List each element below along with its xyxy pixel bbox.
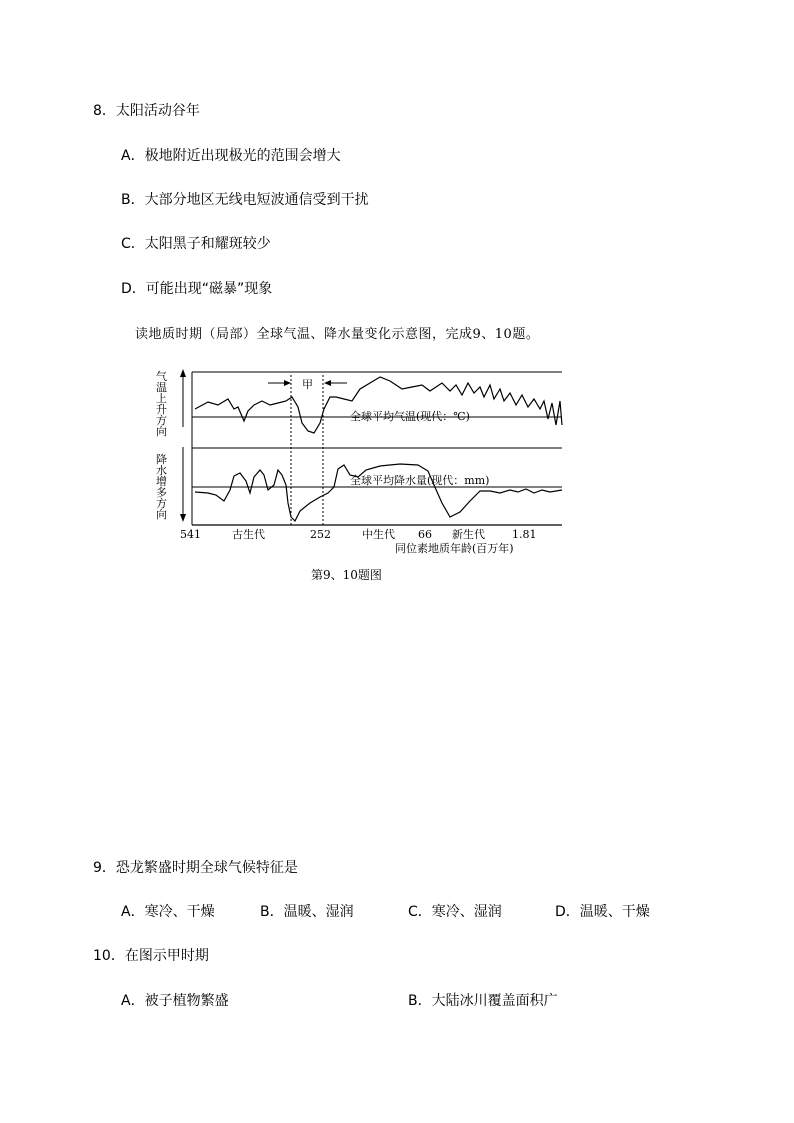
question-10-stem: 10．在图示甲时期 <box>93 948 209 964</box>
q10-option-b: B．大陆冰川覆盖面积广 <box>408 993 558 1009</box>
tick-label: 中生代 <box>362 528 395 541</box>
top-axis-label: 气 温上 升方向 <box>156 370 167 438</box>
temperature-reference-label: 全球平均气温(现代：℃) <box>350 410 470 423</box>
figure-caption: 第9、10题图 <box>311 568 382 582</box>
q8-option-c: C．太阳黑子和耀斑较少 <box>121 236 271 252</box>
tick-label: 252 <box>310 528 331 541</box>
question-8-stem: 8．太阳活动谷年 <box>93 103 200 119</box>
question-9-stem: 9．恐龙繁盛时期全球气候特征是 <box>93 860 298 876</box>
tick-label: 66 <box>418 528 432 541</box>
bottom-axis-label: 降水增 多方向 <box>156 453 167 521</box>
tick-label: 1.81 <box>512 528 537 541</box>
q8-option-a: A．极地附近出现极光的范围会增大 <box>121 148 341 164</box>
temperature-curve <box>195 377 562 433</box>
figure-intro-text: 读地质时期（局部）全球气温、降水量变化示意图，完成9、10题。 <box>135 327 540 342</box>
q8-option-b: B．大部分地区无线电短波通信受到干扰 <box>121 192 369 208</box>
precipitation-curve <box>195 464 562 521</box>
tick-label: 新生代 <box>452 528 485 541</box>
tick-label: 古生代 <box>232 528 265 541</box>
period-marker: 甲 <box>302 378 313 391</box>
q10-option-a: A．被子植物繁盛 <box>121 993 229 1009</box>
q9-option-d: D．温暖、干燥 <box>555 904 650 920</box>
q8-option-d: D．可能出现“磁暴”现象 <box>121 281 273 297</box>
q9-option-c: C．寒冷、湿润 <box>408 904 502 920</box>
precipitation-reference-label: 全球平均降水量(现代：mm) <box>350 474 490 487</box>
climate-change-figure <box>150 365 570 560</box>
tick-label: 541 <box>180 528 201 541</box>
top-axis-char: 气 <box>156 370 167 383</box>
q9-option-b: B．温暖、湿润 <box>260 904 354 920</box>
q9-option-a: A．寒冷、干燥 <box>121 904 215 920</box>
x-axis-title: 同位素地质年龄(百万年) <box>395 542 514 555</box>
